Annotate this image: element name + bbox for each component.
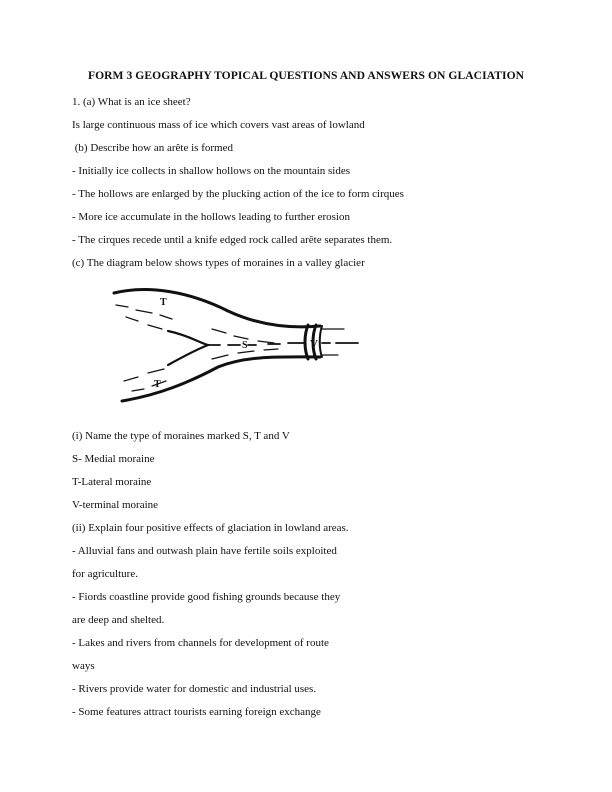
glacier-bottom-edge xyxy=(122,357,320,401)
answer-effect: - Some features attract tourists earning foreign exchange xyxy=(72,706,321,718)
answer-1b-point: - The cirques recede until a knife edged rock called arête separates them. xyxy=(72,234,393,246)
valley-glacier-moraine-diagram xyxy=(108,283,368,407)
answer-effect-cont: for agriculture. xyxy=(72,568,138,580)
answer-effect-cont: ways xyxy=(72,660,95,672)
answer-1b-point: - More ice accumulate in the hollows leading to further erosion xyxy=(72,211,350,223)
question-1c-i: (i) Name the type of moraines marked S, T and V xyxy=(72,430,290,442)
question-1a: 1. (a) What is an ice sheet? xyxy=(72,96,191,108)
terminal-moraine-band xyxy=(305,325,308,359)
question-1b: (b) Describe how an arête is formed xyxy=(72,142,233,154)
answer-1b-point: - The hollows are enlarged by the plucking action of the ice to form cirques xyxy=(72,188,404,200)
answer-1b-point: - Initially ice collects in shallow hollows on the mountain sides xyxy=(72,165,351,177)
answer-effect: - Lakes and rivers from channels for development of route xyxy=(72,637,329,649)
page-title: FORM 3 GEOGRAPHY TOPICAL QUESTIONS AND ANSWERS ON GLACIATION xyxy=(87,69,525,82)
label-t-bottom: T xyxy=(154,379,161,390)
answer-v: V-terminal moraine xyxy=(72,499,159,511)
medial-moraine-line xyxy=(208,343,304,345)
question-1c-ii: (ii) Explain four positive effects of glaciation in lowland areas. xyxy=(72,522,349,534)
label-v: V xyxy=(310,338,318,350)
question-1c: (c) The diagram below shows types of moraines in a valley glacier xyxy=(72,257,365,269)
answer-s: S- Medial moraine xyxy=(72,453,155,465)
answer-1a: Is large continuous mass of ice which covers vast areas of lowland xyxy=(72,119,365,131)
medial-moraine-origin xyxy=(168,331,208,365)
answer-effect: - Fiords coastline provide good fishing grounds because they xyxy=(72,591,341,603)
answer-effect: - Rivers provide water for domestic and industrial uses. xyxy=(72,683,317,695)
answer-effect: - Alluvial fans and outwash plain have fertile soils exploited xyxy=(72,545,337,557)
label-s: S xyxy=(242,340,248,351)
glacier-top-edge xyxy=(114,290,320,327)
answer-t: T-Lateral moraine xyxy=(72,476,152,488)
label-t-top: T xyxy=(160,297,167,308)
answer-effect-cont: are deep and shelted. xyxy=(72,614,165,626)
